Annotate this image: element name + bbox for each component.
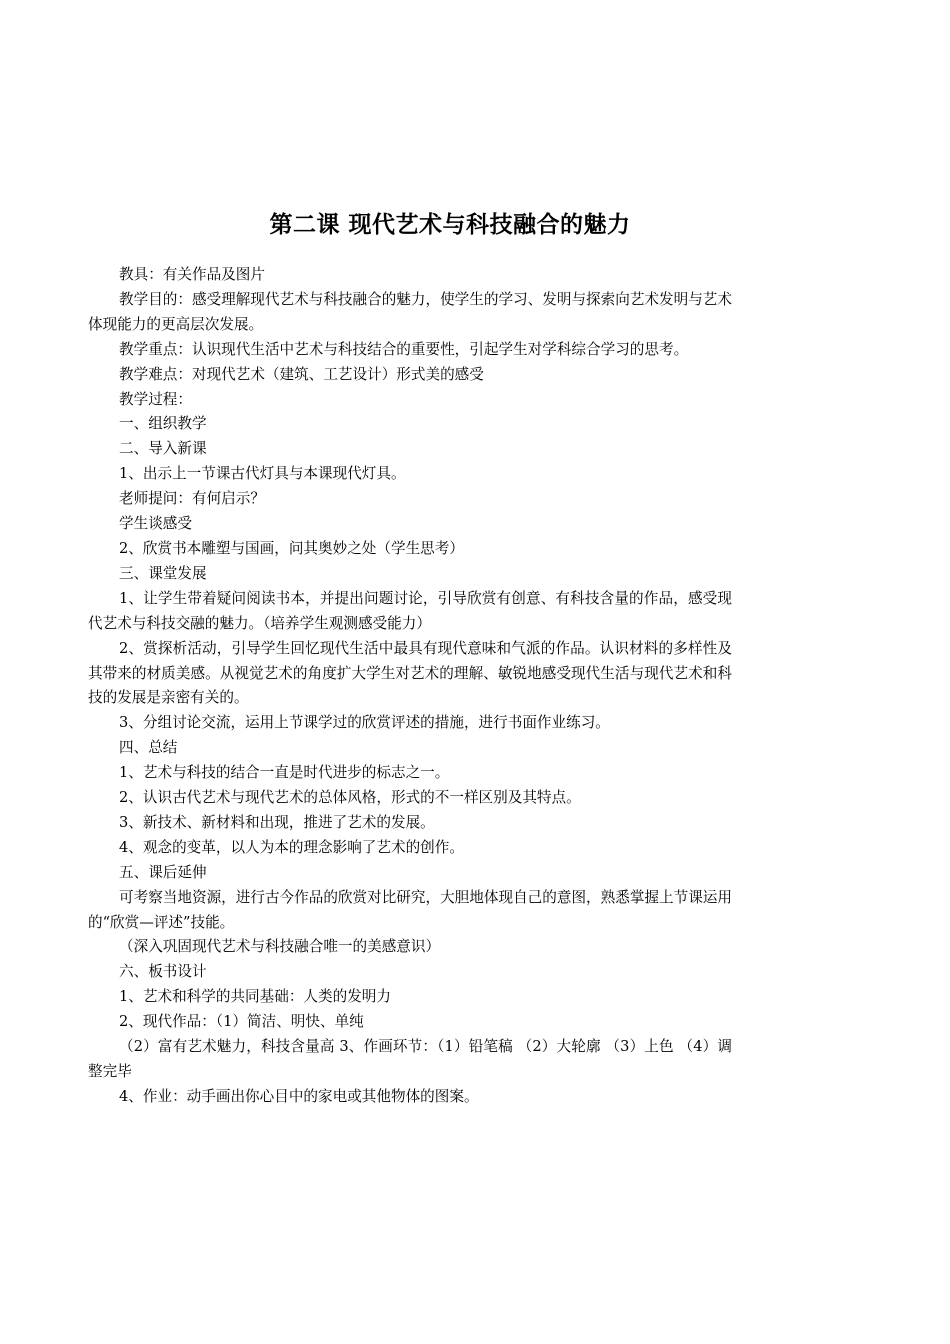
paragraph: 3、分组讨论交流，运用上节课学过的欣赏评述的措施，进行书面作业练习。 [119, 714, 610, 732]
paragraph: 教具：有关作品及图片 [119, 266, 265, 283]
paragraph: 老师提问：有何启示？ [119, 490, 265, 508]
paragraph: 2、认识古代艺术与现代艺术的总体风格，形式的不一样区别及其特点。 [119, 789, 581, 807]
document-body [88, 263, 732, 1110]
paragraph: 1、出示上一节课古代灯具与本课现代灯具。 [119, 465, 406, 483]
section-heading: 五、课后延伸 [119, 863, 207, 881]
section-heading: 四、总结 [119, 739, 178, 757]
section-heading: 二、导入新课 [119, 440, 207, 458]
paragraph: 学生谈感受 [119, 515, 192, 533]
section-heading: 六、板书设计 [119, 963, 207, 981]
paragraph: 教学重点：认识现代生活中艺术与科技结合的重要性，引起学生对学科综合学习的思考。 [119, 340, 689, 358]
paragraph: 2、赏探析活动，引导学生回忆现代生活中最具有现代意味和气派的作品。认识材料的多样性及其带来的材质美感。从视觉艺术的角度扩大学生对艺术的理解、敏锐地感受现代生活与现代艺术和科技的发展是亲密有关的。 [88, 639, 732, 707]
paragraph: 1、艺术和科学的共同基础：人类的发明力 [119, 988, 391, 1006]
paragraph: 4、作业：动手画出你心目中的家电或其他物体的图案。 [119, 1087, 479, 1105]
paragraph: 2、现代作品：（1）简洁、明快、单纯 [119, 1013, 364, 1031]
paragraph: 2、欣赏书本雕塑与国画，问其奥妙之处（学生思考） [119, 539, 464, 557]
document-title: 第二课 现代艺术与科技融合的魅力 [269, 212, 631, 238]
paragraph: （2）富有艺术魅力，科技含量高 3、作画环节：（1）铅笔稿 （2）大轮廓 （3）上色 （4）调整完毕 [88, 1038, 732, 1080]
paragraph: 1、艺术与科技的结合一直是时代进步的标志之一。 [119, 764, 450, 782]
section-heading: 三、课堂发展 [119, 564, 207, 582]
paragraph: 教学目的：感受理解现代艺术与科技融合的魅力，使学生的学习、发明与探索向艺术发明与艺术体现能力的更高层次发展。 [88, 290, 732, 333]
paragraph: 4、观念的变革，以人为本的理念影响了艺术的创作。 [119, 838, 464, 856]
section-heading: 一、组织教学 [119, 415, 207, 433]
paragraph: 教学过程： [119, 390, 192, 408]
paragraph: 可考察当地资源，进行古今作品的欣赏对比研究，大胆地体现自己的意图，熟悉掌握上节课运用的“欣赏—评述”技能。 [88, 888, 732, 931]
paragraph: （深入巩固现代艺术与科技融合唯一的美感意识） [119, 938, 441, 956]
paragraph: 3、新技术、新材料和出现，推进了艺术的发展。 [119, 813, 435, 831]
paragraph: 教学难点：对现代艺术（建筑、工艺设计）形式美的感受 [119, 365, 484, 383]
paragraph: 1、让学生带着疑问阅读书本，并提出问题讨论，引导欣赏有创意、有科技含量的作品，感受现代艺术与科技交融的魅力。（培养学生观测感受能力） [88, 589, 732, 632]
